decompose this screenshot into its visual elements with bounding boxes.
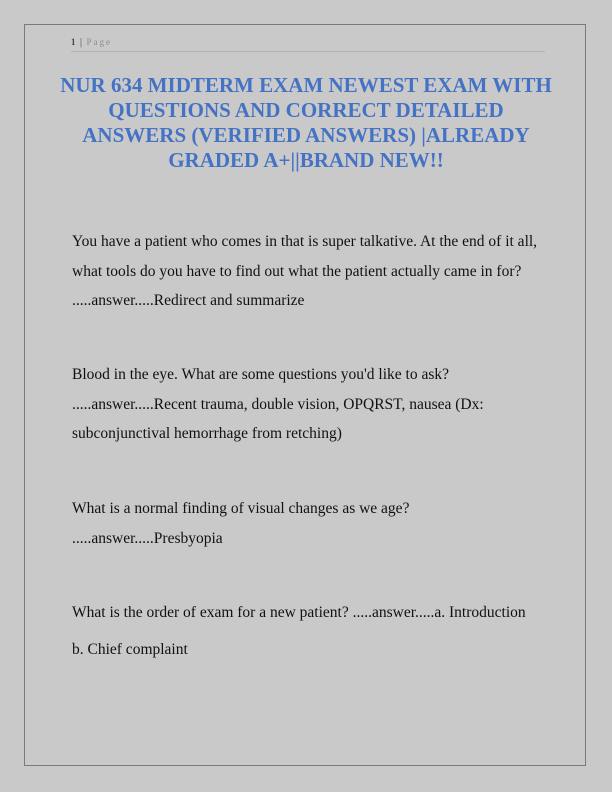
question-text: What is the order of exam for a new patient? .....answer.....a. Introduction <box>72 604 526 621</box>
document-page <box>24 24 586 766</box>
question-text: You have a patient who comes in that is super talkative. At the end of it all, what tools do you have to find out what the patient actually came in for? .....answer.....Redirect and summarize <box>72 233 538 309</box>
question-text: What is a normal finding of visual changes as we age? .....answer.....Presbyopia <box>72 500 410 547</box>
question-item <box>72 494 552 553</box>
page-number: 1 <box>71 37 76 47</box>
page-label: Page <box>86 37 113 47</box>
question-item <box>72 360 552 449</box>
document-title: NUR 634 MIDTERM EXAM NEWEST EXAM WITH QUESTIONS AND CORRECT DETAILED ANSWERS (VERIFIED ANSWERS) |ALREADY GRADED A+||BRAND NEW!! <box>60 73 552 172</box>
page-separator: | <box>80 37 83 48</box>
question-item <box>72 227 552 316</box>
question-item <box>72 598 552 664</box>
answer-subitem: b. Chief complaint <box>72 640 188 658</box>
question-text: Blood in the eye. What are some questions you'd like to ask? .....answer.....Recent trauma, double vision, OPQRST, nausea (Dx: subconjunctival hemorrhage from retching) <box>72 366 484 442</box>
page-header <box>71 37 545 52</box>
